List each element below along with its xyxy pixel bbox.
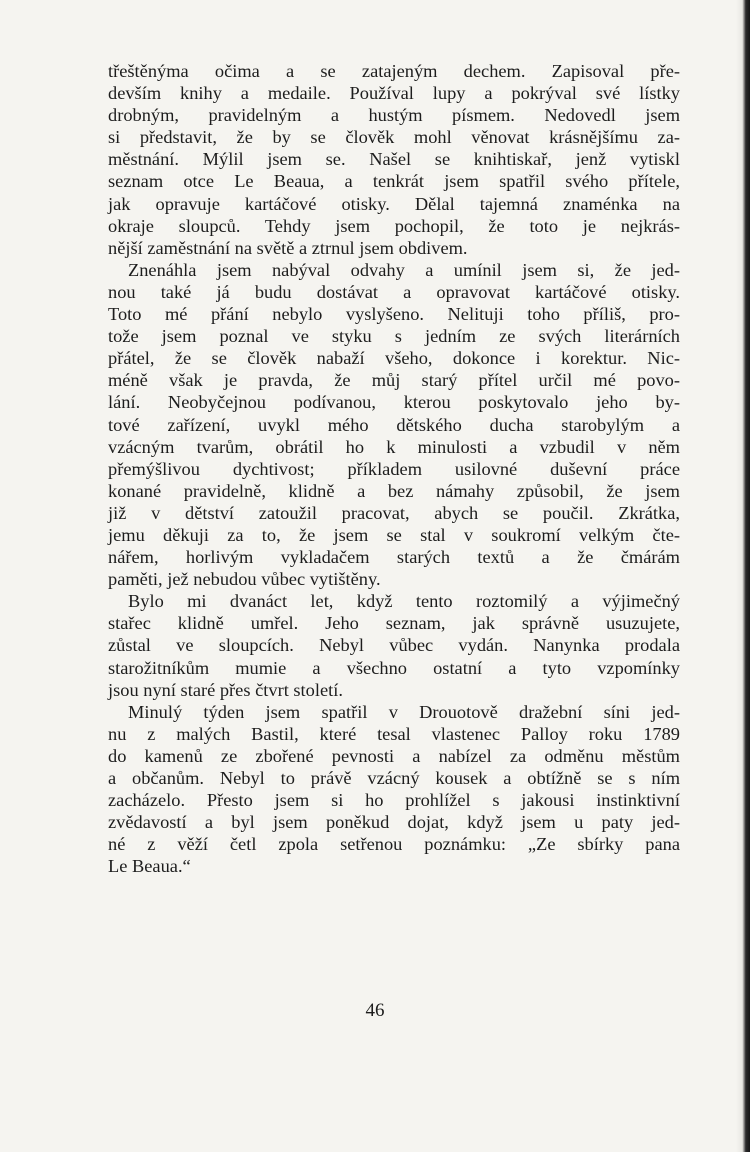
text-line: konané pravidelně, klidně a bez námahy způsobil, že jsem xyxy=(108,480,680,501)
text-line: méně však je pravda, že můj starý přítel určil mé povo- xyxy=(108,370,680,391)
text-line: Toto mé přání nebylo vyslyšeno. Nelituji toho příliš, pro- xyxy=(108,304,680,325)
text-line: nější zaměstnání na světě a ztrnul jsem obdivem. xyxy=(108,237,468,258)
text-line: lání. Neobyčejnou podívanou, kterou poskytovalo jeho by- xyxy=(108,392,680,413)
paragraph xyxy=(108,590,680,700)
page-number: 46 xyxy=(365,1000,385,1021)
text-line: si představit, že by se člověk mohl věnovat krásnějšímu za- xyxy=(108,127,680,148)
paragraph xyxy=(108,60,680,259)
paragraph xyxy=(108,259,680,590)
text-line: né z věží četl zpola setřenou poznámku: „Ze sbírky pana xyxy=(108,834,680,855)
text-line: již v dětství zatoužil pracovat, abych se poučil. Zkrátka, xyxy=(108,502,680,523)
text-line: jsou nyní staré přes čtvrt století. xyxy=(108,679,343,700)
text-line: městnání. Mýlil jsem se. Našel se knihtiskař, jenž vytiskl xyxy=(108,149,680,170)
text-line: Bylo mi dvanáct let, když tento roztomilý a výjimečný xyxy=(128,591,680,612)
text-line: přátel, že se člověk nabaží všeho, dokonce i korektur. Nic- xyxy=(108,348,680,369)
text-line: nu z malých Bastil, které tesal vlastenec Palloy roku 1789 xyxy=(108,723,680,744)
paragraph xyxy=(108,701,680,878)
text-line: tové zařízení, uvykl mého dětského ducha starobylým a xyxy=(108,414,680,435)
text-line: přemýšlivou dychtivost; příkladem usilovné duševní práce xyxy=(108,458,680,479)
text-line: jemu děkuji za to, že jsem se stal v soukromí velkým čte- xyxy=(108,524,680,545)
text-line: nou také já budu dostávat a opravovat kartáčové otisky. xyxy=(108,281,680,302)
text-line: zůstal ve sloupcích. Nebyl vůbec vydán. Nanynka prodala xyxy=(108,635,680,656)
text-line: třeštěnýma očima a se zatajeným dechem. Zapisoval pře- xyxy=(108,61,680,81)
text-line: vzácným tvarům, obrátil ho k minulosti a vzbudil v něm xyxy=(108,436,680,457)
text-line: jak opravuje kartáčové otisky. Dělal tajemná znaménka na xyxy=(108,193,680,214)
text-line: Le Beaua.“ xyxy=(108,856,191,877)
text-line: nářem, horlivým vykladačem starých textů a že čmárám xyxy=(108,547,680,568)
text-line: seznam otce Le Beaua, a tenkrát jsem spatřil svého přítele, xyxy=(108,171,680,192)
text-line: tože jsem poznal ve styku s jedním ze svých literárních xyxy=(108,326,680,347)
text-line: zacházelo. Přesto jsem si ho prohlížel s jakousi instinktivní xyxy=(108,790,680,811)
page-edge-shadow xyxy=(736,0,750,1152)
text-line: starožitníkům mumie a všechno ostatní a tyto vzpomínky xyxy=(108,657,680,678)
body-text xyxy=(108,60,680,877)
text-line: zvědavostí a byl jsem poněkud dojat, když jsem u paty jed- xyxy=(108,812,680,833)
text-line: a občanům. Nebyl to právě vzácný kousek a obtížně se s ním xyxy=(108,768,680,788)
text-line: devším knihy a medaile. Používal lupy a pokrýval své lístky xyxy=(108,83,680,104)
text-line: drobným, pravidelným a hustým písmem. Nedovedl jsem xyxy=(108,105,680,126)
text-line: Znenáhla jsem nabýval odvahy a umínil jsem si, že jed- xyxy=(128,259,680,280)
text-line: stařec klidně umřel. Jeho seznam, jak správně usuzujete, xyxy=(108,613,680,634)
text-line: paměti, jež nebudou vůbec vytištěny. xyxy=(108,569,381,590)
text-line: do kamenů ze zbořené pevnosti a nabízel za odměnu městům xyxy=(108,745,680,766)
text-line: okraje sloupců. Tehdy jsem pochopil, že toto je nejkrás- xyxy=(108,215,680,236)
text-line: Minulý týden jsem spatřil v Drouotově dražební síni jed- xyxy=(128,701,680,722)
